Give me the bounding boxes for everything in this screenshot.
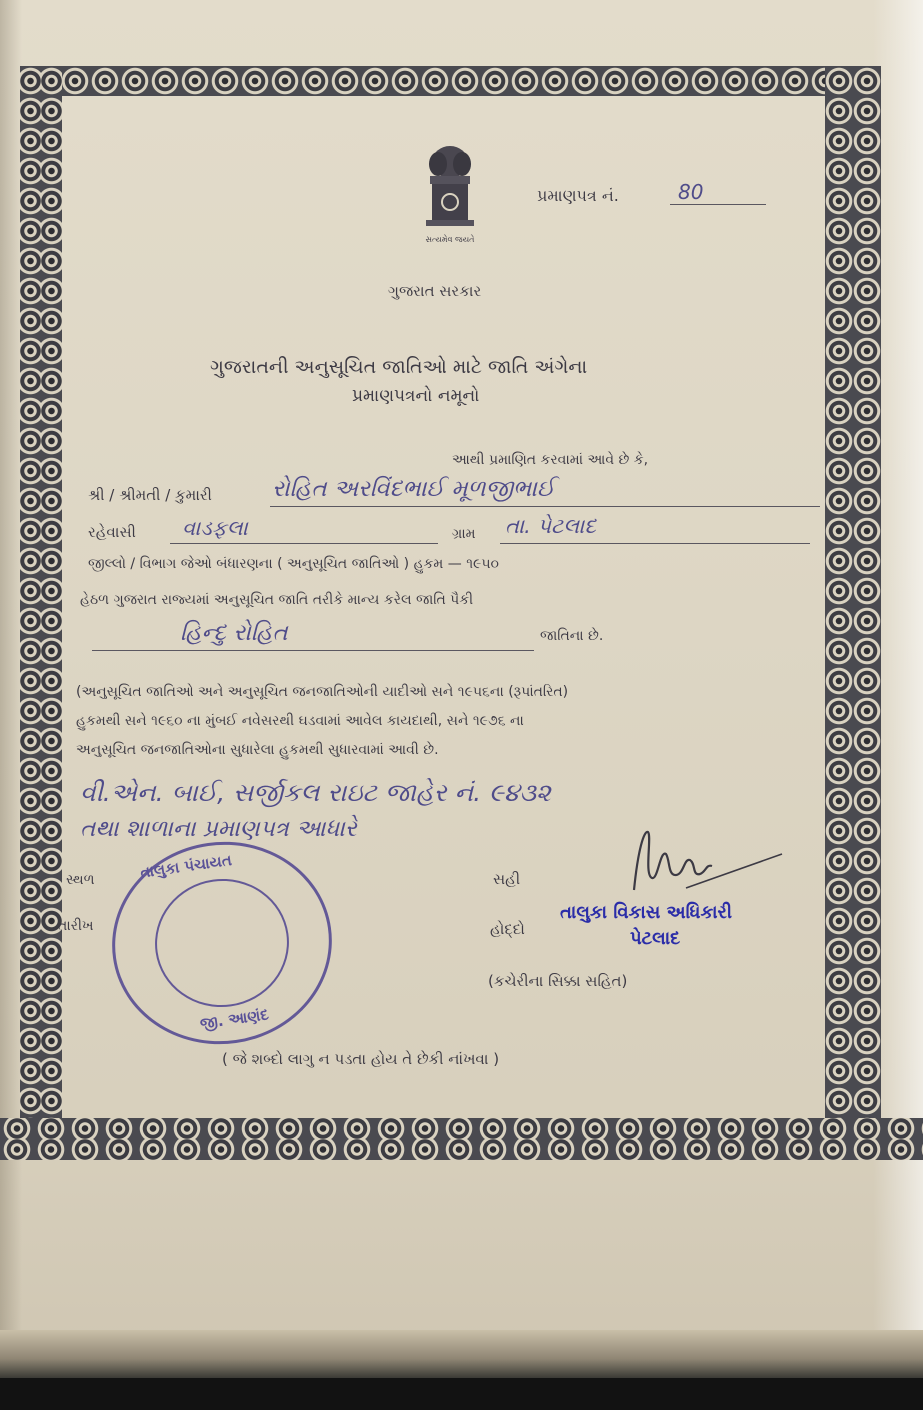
residence-value: વાડફલા — [182, 516, 248, 540]
residence-label: રહેવાસી — [88, 523, 136, 541]
date-label: તારીખ — [58, 918, 94, 934]
certificate-number-label: પ્રમાણપત્ર નં. — [537, 186, 619, 205]
office-seal-note: (કચેરીના સિક્કા સહિત) — [488, 972, 628, 990]
name-underline — [270, 506, 820, 507]
government-heading: ગુજરાત સરકાર — [388, 282, 482, 300]
stamp-bottom-text: જી. આણંદ — [198, 1005, 270, 1033]
note-line2: હુકમથી સને ૧૯૬૦ ના મુંબઈ નવેસરથી ઘડવામાં આવેલ કાયદાથી, સને ૧૯૭૬ ના — [76, 713, 524, 729]
national-emblem-icon — [410, 140, 490, 250]
caste-underline — [92, 650, 534, 651]
name-value: રોહિત અરવિંદભાઈ મૂળજીભાઈ — [272, 476, 555, 502]
certificate-title-line1: ગુજરાતની અનુસૂચિત જાતિઓ માટે જાતિ અંગેના — [210, 356, 588, 378]
strike-out-instruction: ( જે શબ્દો લાગુ ન પડતા હોય તે છેકી નાંખવા ) — [222, 1050, 500, 1068]
note-line1: (અનુસૂચિત જાતિઓ અને અનુસૂચિત જનજાતિઓની યાદીઓ સને ૧૯૫૬ના (રૂપાંતરિત) — [76, 684, 569, 700]
photo-dark-edge — [0, 1378, 923, 1410]
village-underline — [500, 543, 810, 544]
floral-border-top — [60, 66, 845, 96]
office-rubber-stamp — [99, 828, 345, 1059]
stamp-top-text: તાલુકા પંચાયત — [139, 850, 233, 882]
state-recognition-line: હેઠળ ગુજરાત રાજ્યમાં અનુસૂચિત જાતિ તરીકે માન્ય કરેલ જાતિ પૈકી — [80, 592, 474, 608]
handwritten-signature — [626, 820, 786, 900]
floral-border-bottom — [0, 1118, 923, 1160]
signature-label: સહી — [493, 870, 521, 888]
village-label: ગ્રામ — [452, 526, 476, 542]
certificate-number-value: 80 — [678, 180, 704, 204]
caste-value: હિન્દુ રોહિત — [180, 620, 288, 646]
residence-underline — [170, 543, 438, 544]
place-label: સ્થળ — [66, 872, 95, 888]
officer-title-stamp: તાલુકા વિકાસ અધિકારી — [560, 902, 733, 923]
name-label: શ્રી / શ્રીમતી / કુમારી — [88, 486, 212, 504]
note-line3: અનુસૂચિત જનજાતિઓના સુધારેલા હુકમથી સુધારવામાં આવી છે. — [76, 742, 439, 758]
handwritten-remark-line2: તથા શાળાના પ્રમાણપત્ર આધારે — [80, 816, 357, 842]
floral-border-left — [20, 66, 62, 1126]
stamp-inner-ring — [147, 870, 298, 1015]
svg-text:સત્યમેવ જયતે: સત્યમેવ જયતે — [425, 235, 475, 244]
handwritten-remark-line1: વી.એન. બાઈ, સર્જીકલ રાઇટ જાહેર નં. ૯૪૩૨ — [80, 778, 551, 807]
floral-border-right — [825, 66, 881, 1126]
paper-bottom-edge — [0, 1330, 923, 1378]
officer-place-stamp: પેટલાદ — [630, 928, 681, 949]
certificate-number-underline — [670, 204, 766, 205]
designation-label: હોદ્દો — [490, 920, 525, 938]
certify-statement: આથી પ્રમાણિત કરવામાં આવે છે કે, — [452, 452, 649, 468]
paper-shadow-left — [0, 0, 22, 1378]
caste-suffix: જાતિના છે. — [540, 628, 604, 644]
district-order-line: જીલ્લો / વિભાગ જેઓ બંધારણના ( અનુસૂચિત જાતિઓ ) હુકમ — ૧૯૫૦ — [88, 556, 499, 572]
certificate-title-line2: પ્રમાણપત્રનો નમૂનો — [352, 386, 480, 406]
village-value: તા. પેટલાદ — [505, 514, 597, 538]
